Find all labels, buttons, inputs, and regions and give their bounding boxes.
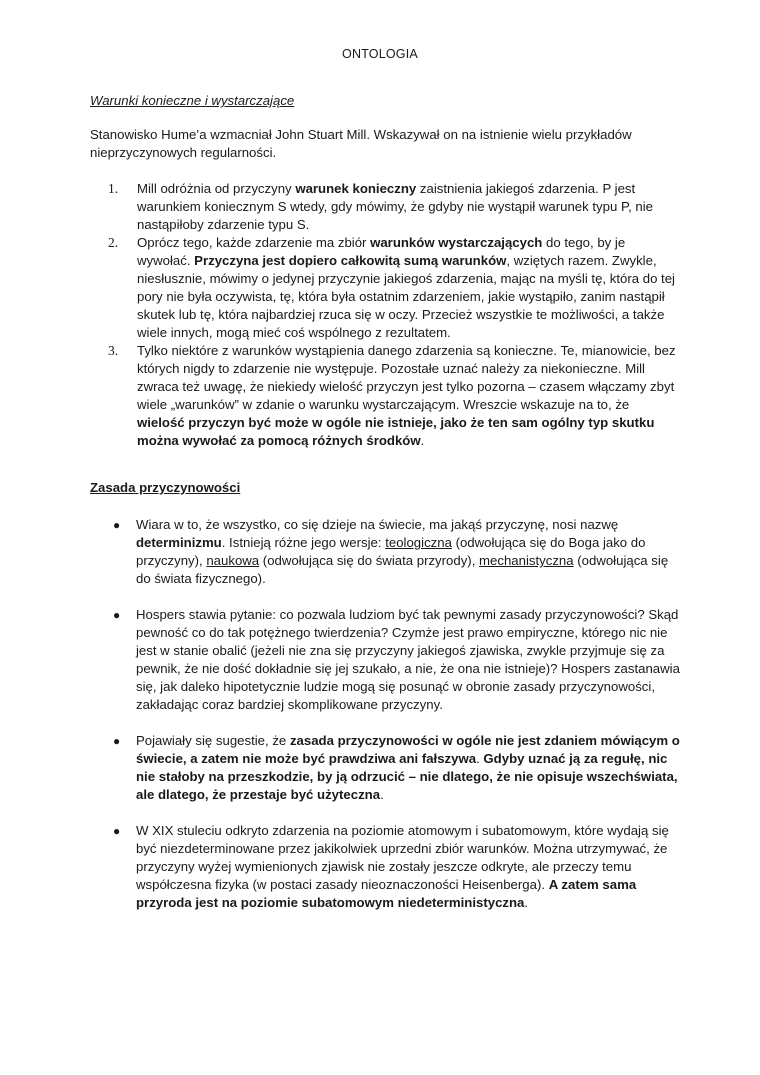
page-title: ONTOLOGIA xyxy=(342,47,418,61)
list-item xyxy=(108,822,680,912)
bullet-icon: ● xyxy=(113,734,121,748)
section-heading-necessary-sufficient-conditions: Warunki konieczne i wystarczające xyxy=(90,93,295,108)
list-item xyxy=(108,234,680,342)
bullet-icon: ● xyxy=(113,824,121,838)
list-item-text: Tylko niektóre z warunków wystąpienia danego zdarzenia są konieczne. Te, mianowicie, bez których nigdy to zdarzenie nie występuje. Pozostałe uznać należy za niekonieczne. Mill zwraca też uwagę, że niekiedy wielość przyczyn jest tylko pozorna – czasem włączamy zbyt wiele „warunków” w zdanie o warunku wystarczającym. Wreszcie wskazuje na to, że wielość przyczyn być może w ogóle nie istnieje, jako że ten sam ogólny typ skutku można wywołać za pomocą różnych środków. xyxy=(137,343,676,448)
list-number: 2. xyxy=(108,235,119,250)
list-item xyxy=(108,606,680,714)
bullet-icon: ● xyxy=(113,608,121,622)
bullet-icon: ● xyxy=(113,518,121,532)
list-number: 1. xyxy=(108,181,119,196)
list-item xyxy=(108,180,680,234)
list-item-text: Mill odróżnia od przyczyny warunek konieczny zaistnienia jakiegoś zdarzenia. P jest warunkiem koniecznym S wtedy, gdy mówimy, że gdyby nie wystąpił warunek typu P, nie nastąpiłoby zdarzenie typu S. xyxy=(137,181,653,232)
list-item-text: Hospers stawia pytanie: co pozwala ludziom być tak pewnymi zasady przyczynowości? Skąd pewność co do tak potężnego twierdzenia? Czymże jest prawo empiryczne, którego nic nie jest w stanie obalić (jeżeli nie zna się przyczyny jakiegoś zjawiska, zwykle przyjmuje się za pewnik, że nie dość dokładnie się jej szukało, a nie, że ona nie istnieje)? Hospers zastanawia się, jak daleko hipotetycznie ludzie mogą się posunąć w obronie zasady przyczynowości, zakładając coraz bardziej skomplikowane przyczyny. xyxy=(136,607,680,712)
list-item-text: W XIX stuleciu odkryto zdarzenia na poziomie atomowym i subatomowym, które wydają się być niezdeterminowane przez jakikolwiek uprzedni zbiór warunków. Można utrzymywać, że przyczyny wyżej wymienionych zjawisk nie zostały jeszcze odkryte, ale przeczy temu współczesna fizyka (w postaci zasady nieoznaczoności Heisenberga). A zatem sama przyroda jest na poziomie subatomowym niedeterministyczna. xyxy=(136,823,669,910)
list-item xyxy=(108,342,680,450)
numbered-list xyxy=(108,180,680,450)
list-item-text: Wiara w to, że wszystko, co się dzieje na świecie, ma jakąś przyczynę, nosi nazwę determinizmu. Istnieją różne jego wersje: teologiczna (odwołująca się do Boga jako do przyczyny), naukowa (odwołująca się do świata przyrody), mechanistyczna (odwołująca się do świata fizycznego). xyxy=(136,517,669,586)
section-heading-causality-principle: Zasada przyczynowości xyxy=(90,480,241,495)
intro-paragraph: Stanowisko Hume’a wzmacniał John Stuart Mill. Wskazywał on na istnienie wielu przykładów nieprzyczynowych regularności. xyxy=(90,127,632,160)
list-number: 3. xyxy=(108,343,119,358)
list-item xyxy=(108,732,680,804)
list-item xyxy=(108,516,680,588)
list-item-text: Oprócz tego, każde zdarzenie ma zbiór warunków wystarczających do tego, by je wywołać. Przyczyna jest dopiero całkowitą sumą warunków, wziętych razem. Zwykle, niesłusznie, mówimy o jedynej przyczynie jakiegoś zdarzenia, mając na myśli tę, która do tej pory nie była oczywista, tę, która była ostatnim zdarzeniem, jakie wystąpiło, zanim nastąpił skutek lub tę, która najbardziej rzuca się w oczy. Przecież wszystkie te możliwości, a także wiele innych, mogą mieć coś wspólnego z rezultatem. xyxy=(137,235,675,340)
list-item-text: Pojawiały się sugestie, że zasada przyczynowości w ogóle nie jest zdaniem mówiącym o świecie, a zatem nie może być prawdziwa ani fałszywa. Gdyby uznać ją za regułę, nic nie stałoby na przeszkodzie, by ją odrzucić – nie dlatego, że nie opisuje wszechświata, ale dlatego, że przestaje być użyteczna. xyxy=(136,733,680,802)
bullet-list xyxy=(108,516,680,930)
